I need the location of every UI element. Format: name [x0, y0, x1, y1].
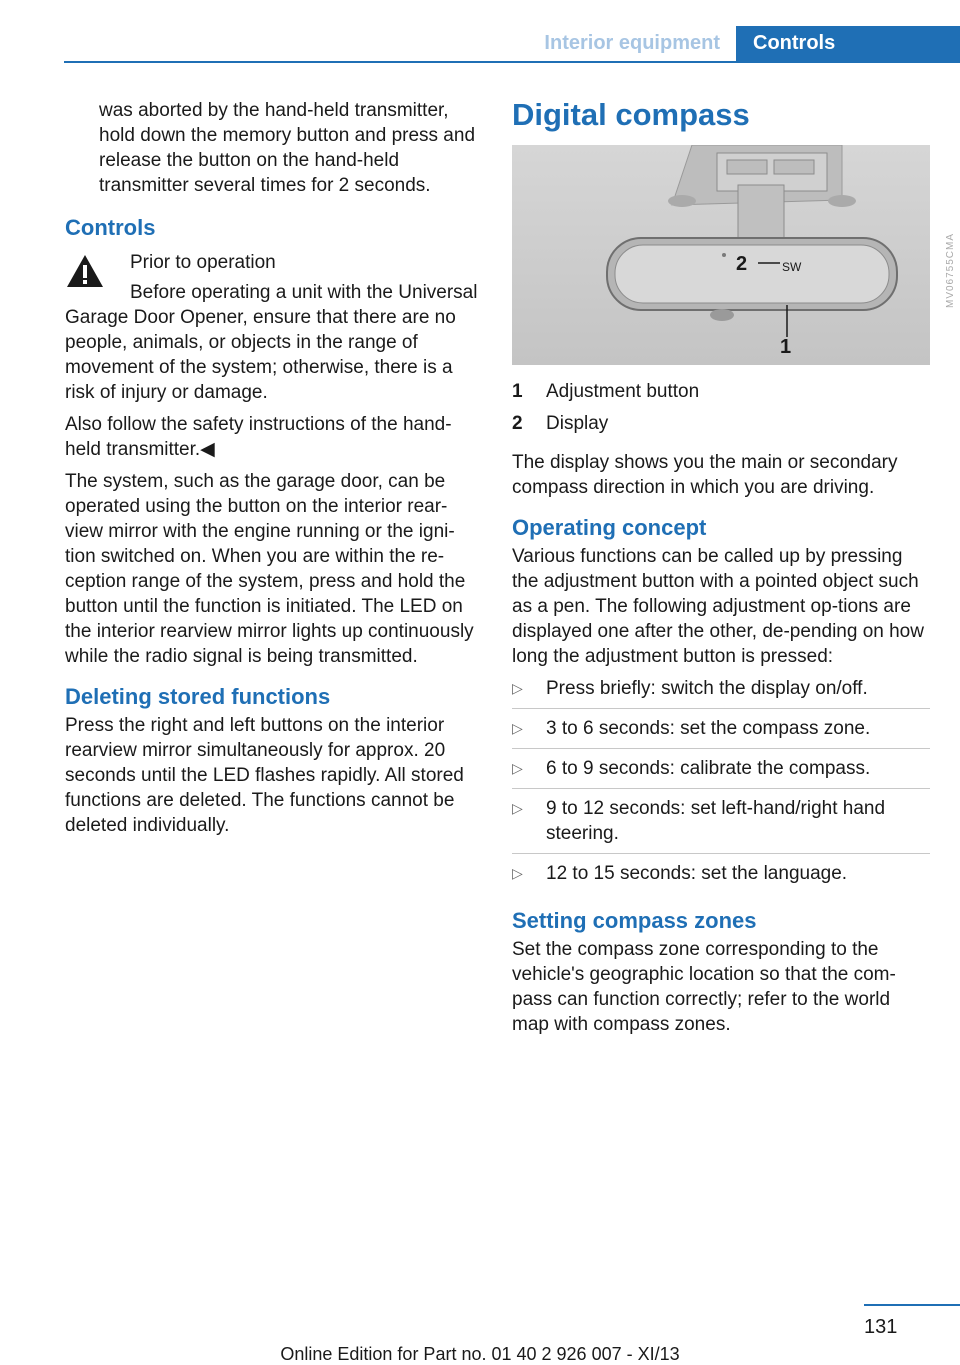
- deleting-heading: Deleting stored functions: [65, 684, 331, 709]
- legend-item: [512, 379, 930, 404]
- list-item: [512, 861, 930, 893]
- figure-display-text: SW: [782, 260, 802, 274]
- header-section-title: Interior equipment: [544, 32, 720, 54]
- warning-triangle-icon: [65, 253, 105, 289]
- warning-block: [65, 250, 479, 405]
- list-item-text: 9 to 12 seconds: set left-hand/right hand steering.: [546, 798, 886, 844]
- controls-heading: Controls: [65, 215, 156, 240]
- bullet-triangle-icon: ▷: [512, 865, 523, 881]
- list-item: [512, 716, 930, 749]
- bullet-triangle-icon: ▷: [512, 680, 523, 696]
- figure-code: MV06755CMA: [945, 232, 956, 308]
- header-tab-controls: Controls: [736, 26, 960, 63]
- bullet-triangle-icon: ▷: [512, 800, 523, 816]
- mirror-illustration: [512, 145, 930, 365]
- list-item-text: Press briefly: switch the display on/off.: [546, 678, 868, 699]
- bullet-triangle-icon: ▷: [512, 720, 523, 736]
- legend-text: Adjustment button: [546, 381, 700, 402]
- rearview-mirror-figure: [512, 145, 930, 365]
- right-column: [512, 97, 956, 1044]
- bullet-triangle-icon: ▷: [512, 760, 523, 776]
- intro-paragraph: was aborted by the hand-held transmitter, hold down the memory button and press and release the button on the hand-held transmitter several times for 2 seconds.: [99, 100, 476, 196]
- operating-heading: Operating concept: [512, 515, 707, 540]
- list-item: [512, 676, 930, 709]
- display-paragraph: The display shows you the main or secondary compass direction in which you are driving.: [512, 452, 898, 498]
- legend-number: 1: [512, 381, 523, 402]
- footer-rule: [864, 1304, 960, 1306]
- zones-heading: Setting compass zones: [512, 908, 757, 933]
- legend-number: 2: [512, 413, 523, 434]
- figure-label-2: 2: [736, 253, 748, 275]
- warning-title: Prior to operation: [130, 252, 276, 273]
- left-column: [65, 98, 479, 845]
- header-rule: [64, 61, 960, 63]
- list-item: [512, 796, 930, 854]
- list-item-text: 6 to 9 seconds: calibrate the compass.: [546, 758, 871, 779]
- digital-compass-title: Digital compass: [512, 97, 750, 132]
- warning-body: Before operating a unit with the Universal Garage Door Opener, ensure that there are no people, animals, or objects in the range of movement of the system; otherwise, there is a risk of injury or damage.: [65, 282, 478, 403]
- page-number: 131: [864, 1316, 898, 1338]
- warning-note: Also follow the safety instructions of the hand-held transmitter.◀: [65, 414, 452, 460]
- figure-label-1: 1: [780, 336, 792, 358]
- legend-item: [512, 411, 930, 436]
- list-item: [512, 756, 930, 789]
- operating-paragraph: Various functions can be called up by pressing the adjustment button with a pointed object such as a pen. The following adjustment op-tions are displayed one after the other, de-pending on how long the adjustment button is pressed:: [512, 546, 924, 667]
- system-paragraph: The system, such as the garage door, can be operated using the button on the interior rear-view mirror with the engine running or the igni-tion switched on. When you are within the re-ception range of the system, press and hold the button until the function is initiated. The LED on the interior rearview mirror lights up continuously while the radio signal is being transmitted.: [65, 471, 474, 667]
- deleting-paragraph: Press the right and left buttons on the interior rearview mirror simultaneously for approx. 20 seconds until the LED flashes rapidly. All stored functions are deleted. The functions cannot be deleted individually.: [65, 715, 464, 836]
- bullet-list: [512, 676, 930, 893]
- zones-paragraph: Set the compass zone corresponding to the vehicle's geographic location so that the com-pass can function correctly; refer to the world map with compass zones.: [512, 939, 896, 1035]
- footer-edition: Online Edition for Part no. 01 40 2 926 007 - XI/13: [280, 1344, 680, 1364]
- list-item-text: 3 to 6 seconds: set the compass zone.: [546, 718, 871, 739]
- list-item-text: 12 to 15 seconds: set the language.: [546, 863, 848, 884]
- legend-text: Display: [546, 413, 609, 434]
